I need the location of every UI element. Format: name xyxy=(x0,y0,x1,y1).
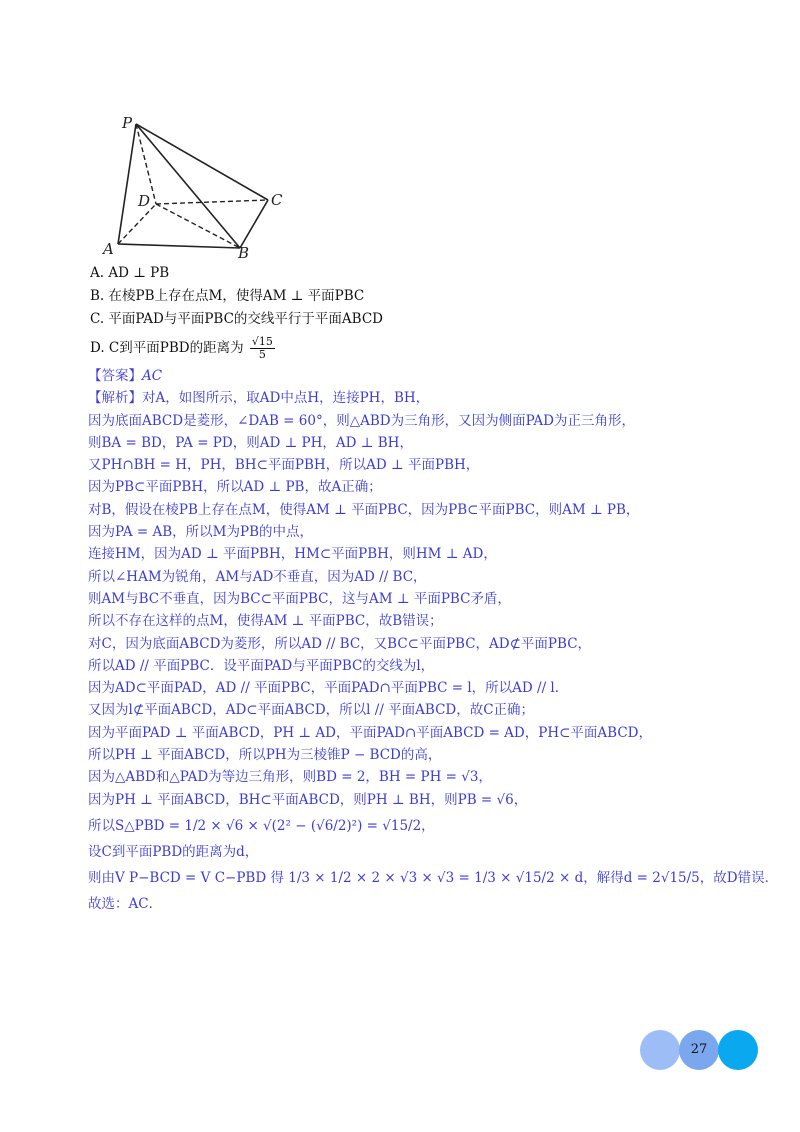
option-a: A. AD ⊥ PB xyxy=(90,265,170,281)
footer-circle-left xyxy=(640,1030,680,1070)
solution-line: 又PH∩BH = H，PH，BH⊂平面PBH，所以AD ⊥ 平面PBH， xyxy=(88,457,480,474)
solution-line: 因为PA = AB，所以M为PB的中点， xyxy=(88,524,313,541)
distance-intro-line: 设C到平面PBD的距离为d， xyxy=(88,843,259,860)
edge-BC xyxy=(240,200,268,248)
solution-line: 因为PH ⊥ 平面ABCD，BH⊂平面ABCD，则PH ⊥ BH，则PB = √6， xyxy=(88,791,528,808)
solution-line: 则AM与BC不垂直，因为BC⊂平面PBC，这与AM ⊥ 平面PBC矛盾， xyxy=(88,590,511,607)
option-d-fraction xyxy=(250,336,275,361)
vertex-label-p: P xyxy=(122,114,133,132)
page-footer xyxy=(640,1030,758,1072)
solution-line: 因为△ABD和△PAD为等边三角形，则BD = 2，BH = PH = √3， xyxy=(88,769,492,786)
edge-PA xyxy=(118,124,136,244)
pyramid-diagram xyxy=(100,108,290,258)
option-d xyxy=(90,331,383,365)
edge-AB xyxy=(118,244,240,248)
vertex-label-a: A xyxy=(103,240,114,258)
solution-line: 【解析】对A，如图所示，取AD中点H，连接PH，BH， xyxy=(88,390,430,407)
option-c: C. 平面PAD与平面PBC的交线平行于平面ABCD xyxy=(90,311,384,327)
edge-DC xyxy=(156,200,268,204)
vertex-label-d: D xyxy=(138,192,151,210)
footer-circle-right xyxy=(718,1030,758,1070)
page-number: 27 xyxy=(690,1042,708,1057)
fraction-denominator: 5 xyxy=(258,348,266,361)
answer-tag: 【答案】 xyxy=(88,368,142,384)
answer-line xyxy=(88,365,728,387)
edge-PB xyxy=(136,124,240,248)
final-answer-line: 故选：AC． xyxy=(88,896,163,913)
vertex-label-b: B xyxy=(238,244,250,258)
solution-line: 因为平面PAD ⊥ 平面ABCD，PH ⊥ AD，平面PAD∩平面ABCD = AD，PH⊂平面ABCD， xyxy=(88,724,652,741)
solution-line: 因为底面ABCD是菱形，∠DAB = 60°，则△ABD为三角形，又因为侧面PAD为正三角形， xyxy=(88,412,635,429)
option-b: B. 在棱PB上存在点M，使得AM ⊥ 平面PBC xyxy=(90,288,365,304)
edge-PC xyxy=(136,124,268,200)
solution-block xyxy=(88,365,779,916)
solution-line: 对C，因为底面ABCD为菱形，所以AD // BC，又BC⊂平面PBC，AD⊄平面PBC， xyxy=(88,635,592,652)
pyramid-figure xyxy=(100,108,290,258)
option-d-text: D. C到平面PBD的距离为 xyxy=(90,340,244,356)
solution-line: 所以AD // 平面PBC．设平面PAD与平面PBC的交线为l， xyxy=(88,657,435,674)
answer-options xyxy=(90,262,383,365)
area-formula-line: 所以S△PBD = 1/2 × √6 × √(2² − (√6/2)²) = √15/2， xyxy=(88,817,435,834)
solution-line: 所以PH ⊥ 平面ABCD，所以PH为三棱锥P − BCD的高， xyxy=(88,747,442,764)
solution-line: 则BA = BD，PA = PD，则AD ⊥ PH，AD ⊥ BH， xyxy=(88,434,413,451)
edge-DB xyxy=(156,204,240,248)
solution-line: 所以不存在这样的点M，使得AM ⊥ 平面PBC，故B错误； xyxy=(88,613,443,630)
solution-line: 又因为l⊄平面ABCD，AD⊂平面ABCD，所以l // 平面ABCD，故C正确； xyxy=(88,702,535,719)
solution-line: 连接HM，因为AD ⊥ 平面PBH，HM⊂平面PBH，则HM ⊥ AD， xyxy=(88,546,497,563)
vertex-label-c: C xyxy=(271,191,283,209)
solution-line: 所以∠HAM为锐角，AM与AD不垂直，因为AD // BC， xyxy=(88,568,427,585)
fraction-numerator: √15 xyxy=(251,335,273,348)
volume-formula-line: 则由V P−BCD = V C−PBD 得 1/3 × 1/2 × 2 × √3 × √3 = 1/3 × √15/2 × d，解得d = 2√15/5，故D错误． xyxy=(88,870,779,887)
solution-line: 因为AD⊂平面PAD，AD // 平面PBC，平面PAD∩平面PBC = l，所以AD // l． xyxy=(88,680,569,697)
answer-value: AC xyxy=(142,368,163,384)
solution-line: 因为PB⊂平面PBH，所以AD ⊥ PB，故A正确； xyxy=(88,479,382,496)
solution-line: 对B，假设在棱PB上存在点M，使得AM ⊥ 平面PBC，因为PB⊂平面PBC，则AM ⊥ PB， xyxy=(88,501,640,518)
